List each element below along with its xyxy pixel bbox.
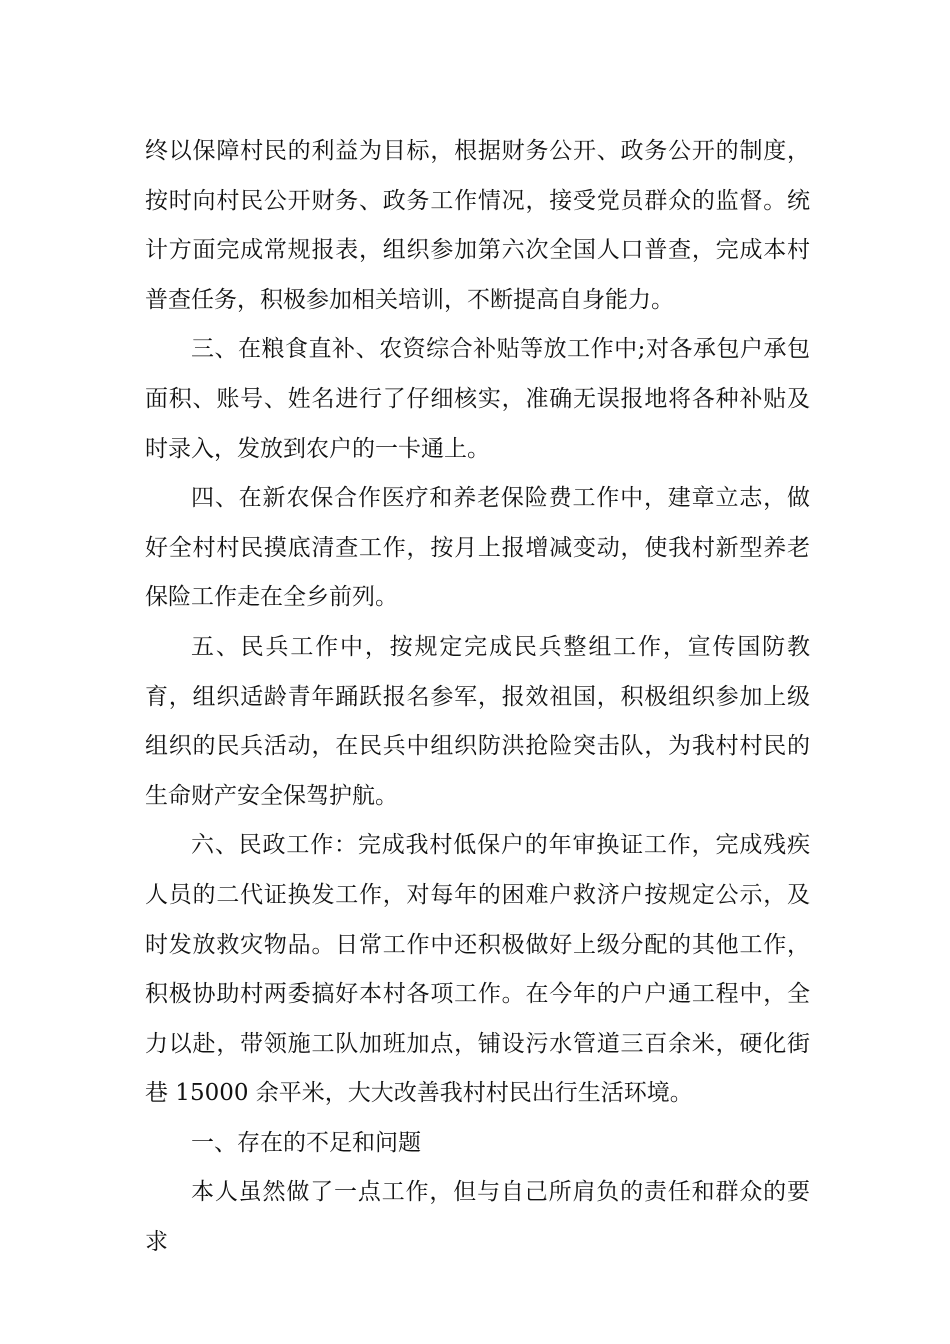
section-heading-shortcomings: 一、存在的不足和问题 (191, 1129, 421, 1156)
paragraph-finance-statistics: 终以保障村民的利益为目标，根据财务公开、政务公开的制度，按时向村民公开财务、政务工作情况，接受党员群众的监督。统计方面完成常规报表，组织参加第六次全国人口普查，完成本村普查任务，积极参加相关培训，不断提高自身能力。 (145, 138, 810, 313)
document-body (145, 127, 810, 1268)
paragraph-grain-subsidy: 三、在粮食直补、农资综合补贴等放工作中;对各承包户承包面积、账号、姓名进行了仔细核实，准确无误报地将各种补贴及时录入，发放到农户的一卡通上。 (145, 336, 810, 462)
paragraph-shortcomings-intro: 本人虽然做了一点工作，但与自己所肩负的责任和群众的要求 (145, 1179, 810, 1256)
paragraph-insurance: 四、在新农保合作医疗和养老保险费工作中，建章立志，做好全村村民摸底清查工作，按月上报增减变动，使我村新型养老保险工作走在全乡前列。 (145, 485, 810, 611)
paragraph-civil-affairs: 六、民政工作：完成我村低保户的年审换证工作，完成残疾人员的二代证换发工作，对每年的困难户救济户按规定公示，及时发放救灾物品。日常工作中还积极做好上级分配的其他工作，积极协助村两委搞好本村各项工作。在今年的户户通工程中，全力以赴，带领施工队加班加点，铺设污水管道三百余米，硬化街巷 15000 余平米，大大改善我村村民出行生活环境。 (145, 832, 810, 1107)
paragraph-militia: 五、民兵工作中，按规定完成民兵整组工作，宣传国防教育，组织适龄青年踊跃报名参军，报效祖国，积极组织参加上级组织的民兵活动，在民兵中组织防洪抢险突击队，为我村村民的生命财产安全保驾护航。 (145, 633, 810, 809)
